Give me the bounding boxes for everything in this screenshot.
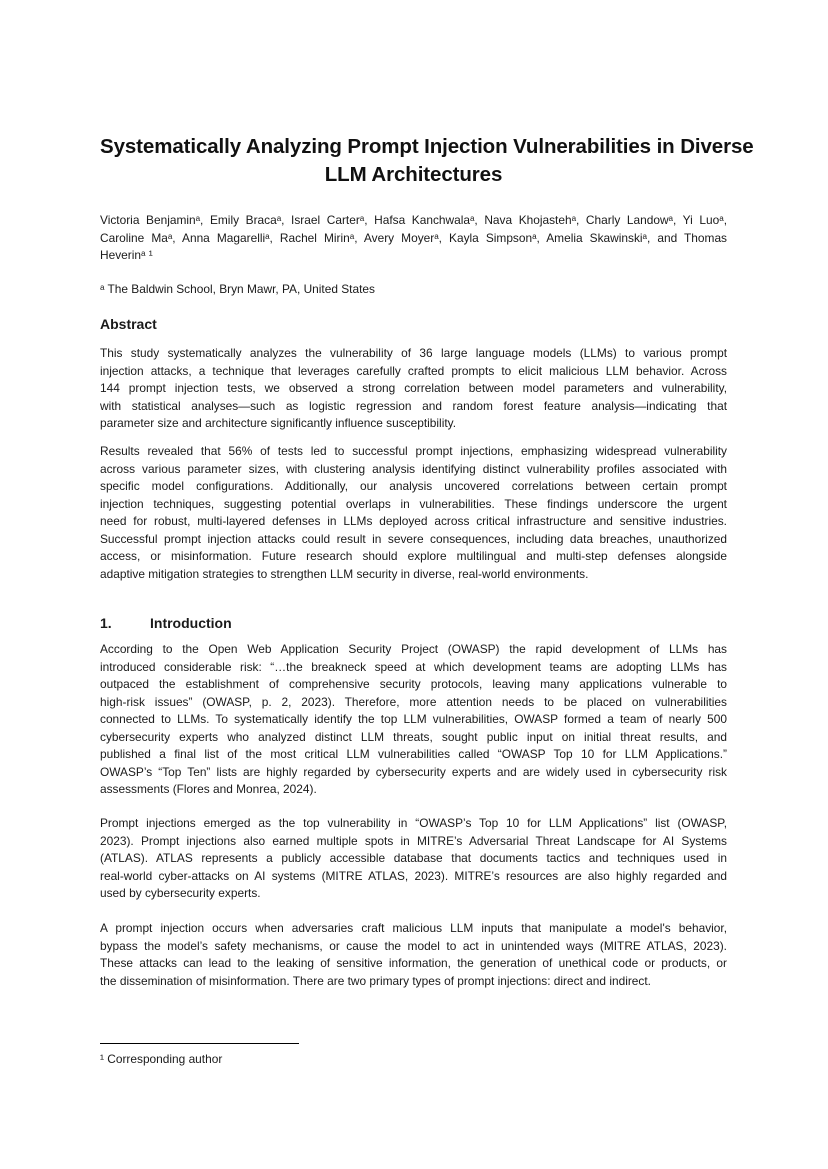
abstract-heading: Abstract [100, 316, 157, 332]
text-line: parameter size and architecture significantly influence susceptibility. [100, 416, 457, 430]
text-line: 144 prompt injection tests, we observed a strong correlation between model parameters and vulnerability, [100, 381, 727, 395]
text-line: specific model configurations. Additionally, our analysis uncovered correlations between certain prompt [100, 479, 727, 493]
text-line: cybersecurity experts who analyzed distinct LLM threats, sought public input on initial threat results, and [100, 729, 727, 744]
section-title: Introduction [150, 615, 232, 631]
text-line: This study systematically analyzes the vulnerability of 36 large language models (LLMs) to various prompt [100, 346, 727, 360]
text-line: assessments (Flores and Monrea, 2024). [100, 782, 317, 796]
paper-title [100, 133, 754, 189]
text-line: A prompt injection occurs when adversaries craft malicious LLM inputs that manipulate a model's behavior, [100, 921, 727, 935]
intro-paragraph-1 [100, 641, 727, 799]
author-list [100, 212, 727, 265]
text-line: Prompt injections emerged as the top vulnerability in “OWASP’s Top 10 for LLM Applications” list (OWASP, [100, 816, 727, 830]
text-line: access, or misinformation. Future research should explore multilingual and multi-step defenses alongside [100, 549, 727, 563]
title-line-2: LLM Architectures [324, 163, 503, 186]
text-line: bypass the model’s safety mechanisms, or cause the model to act in unintended ways (MITRE ATLAS, 2023). [100, 938, 727, 953]
text-line: OWASP’s “Top Ten” lists are highly regarded by cybersecurity experts and are widely used in cybersecurity risk [100, 764, 727, 779]
abstract-paragraph-1 [100, 345, 727, 433]
affiliation: ᵃ The Baldwin School, Bryn Mawr, PA, United States [100, 282, 375, 296]
title-line-1: Systematically Analyzing Prompt Injection Vulnerabilities in Diverse [100, 135, 754, 158]
text-line: the dissemination of misinformation. There are two primary types of prompt injections: direct and indirect. [100, 973, 651, 988]
text-line: need for robust, multi-layered defenses in LLMs deployed across critical infrastructure and sensitive industries. [100, 514, 727, 528]
author-line-2: Caroline Maᵃ, Anna Magarelliᵃ, Rachel Mirinᵃ, Avery Moyerᵃ, Kayla Simpsonᵃ, Amelia Skawinskiᵃ, and Thomas [100, 230, 727, 245]
text-line: with statistical analyses—such as logistic regression and random forest feature analysis—indicating that [100, 398, 727, 413]
text-line: adaptive mitigation strategies to strengthen LLM security in diverse, real-world environments. [100, 566, 589, 581]
intro-paragraph-2 [100, 815, 727, 903]
text-line: injection attacks, a technique that leverages carefully crafted prompts to elicit malicious LLM behavior. Across [100, 363, 727, 378]
text-line: injection techniques, suggesting potential overlaps in vulnerabilities. These findings underscore the urgent [100, 496, 727, 511]
text-line: connected to LLMs. To systematically identify the top LLM vulnerabilities, OWASP formed a team of nearly 500 [100, 712, 727, 726]
section-heading-introduction [100, 615, 232, 631]
text-line: real-world cyber-attacks on AI systems (MITRE ATLAS, 2023). MITRE’s resources are also highly regarded and [100, 868, 727, 883]
abstract-paragraph-2 [100, 443, 727, 583]
text-line: published a final list of the most critical LLM vulnerabilities called “OWASP Top 10 for LLM Applications.” [100, 747, 727, 761]
section-number: 1. [100, 615, 112, 631]
text-line: high-risk issues” (OWASP, p. 2, 2023). Therefore, more attention needs to be placed on vulnerabilities [100, 694, 727, 709]
text-line: 2023). Prompt injections also earned multiple spots in MITRE’s Adversarial Threat Landscape for AI Systems [100, 833, 727, 848]
footnote-divider [100, 1043, 299, 1044]
text-line: These attacks can lead to the leaking of sensitive information, the generation of unethical code or products, or [100, 956, 727, 970]
text-line: introduced considerable risk: “…the breakneck speed at which development teams are adopting LLMs has [100, 659, 727, 674]
text-line: used by cybersecurity experts. [100, 886, 261, 900]
text-line: across various parameter sizes, with clustering analysis identifying distinct vulnerability profiles associated with [100, 461, 727, 476]
author-line-1: Victoria Benjaminᵃ, Emily Bracaᵃ, Israel Carterᵃ, Hafsa Kanchwalaᵃ, Nava Khojastehᵃ, Charly Landowᵃ, Yi Luoᵃ, [100, 213, 727, 227]
footnote: ¹ Corresponding author [100, 1052, 223, 1066]
text-line: Successful prompt injection attacks could result in severe consequences, including data breaches, unauthorized [100, 531, 727, 546]
text-line: (ATLAS). ATLAS represents a publicly accessible database that documents tactics and techniques used in [100, 851, 727, 865]
text-line: According to the Open Web Application Security Project (OWASP) the rapid development of LLMs has [100, 642, 727, 656]
text-line: outpaced the establishment of comprehensive security protocols, leaving many applications vulnerable to [100, 677, 727, 691]
author-line-3: Heverinᵃ ¹ [100, 248, 153, 262]
text-line: Results revealed that 56% of tests led to successful prompt injections, emphasizing widespread vulnerability [100, 444, 727, 458]
intro-paragraph-3 [100, 920, 727, 990]
